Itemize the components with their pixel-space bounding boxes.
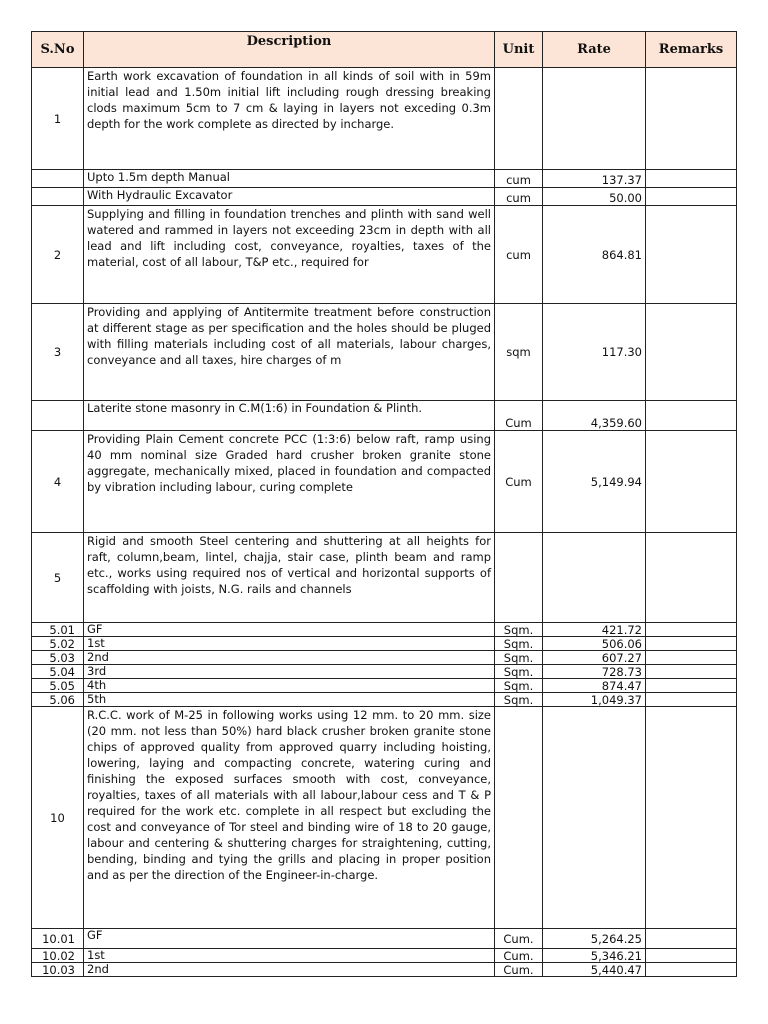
row-description: 1st <box>84 949 495 963</box>
table-row <box>32 401 737 431</box>
row-remarks <box>646 206 737 304</box>
row-rate: 5,264.25 <box>543 929 646 949</box>
row-sno <box>32 188 84 206</box>
row-description: GF <box>84 623 495 637</box>
header-unit: Unit <box>495 32 543 68</box>
row-unit: sqm <box>495 304 543 401</box>
row-rate: 5,346.21 <box>543 949 646 963</box>
row-remarks <box>646 170 737 188</box>
row-sno: 10 <box>32 707 84 929</box>
row-description: Upto 1.5m depth Manual <box>84 170 495 188</box>
header-rate: Rate <box>543 32 646 68</box>
row-sno <box>32 170 84 188</box>
row-remarks <box>646 401 737 431</box>
row-sno: 3 <box>32 304 84 401</box>
row-description: 5th <box>84 693 495 707</box>
row-unit: Cum <box>495 431 543 533</box>
row-remarks <box>646 304 737 401</box>
row-rate: 1,049.37 <box>543 693 646 707</box>
row-unit <box>495 707 543 929</box>
row-unit: cum <box>495 170 543 188</box>
row-description: With Hydraulic Excavator <box>84 188 495 206</box>
row-unit: Sqm. <box>495 651 543 665</box>
row-unit: cum <box>495 188 543 206</box>
table-row <box>32 651 737 665</box>
table-row <box>32 533 737 623</box>
row-remarks <box>646 665 737 679</box>
row-sno: 1 <box>32 68 84 170</box>
row-unit: cum <box>495 206 543 304</box>
rate-schedule-table <box>31 31 737 977</box>
row-description: Earth work excavation of foundation in all kinds of soil with in 59m initial lead and 1.50m initial lift including rough dressing breaking clods maximum 5cm to 7 cm & laying in layers not exceding 0.3m depth for the work complete as directed by incharge. <box>84 68 495 170</box>
row-unit <box>495 533 543 623</box>
table-row <box>32 431 737 533</box>
row-unit: Sqm. <box>495 665 543 679</box>
table-row <box>32 206 737 304</box>
row-remarks <box>646 68 737 170</box>
row-unit: Sqm. <box>495 623 543 637</box>
row-unit: Sqm. <box>495 693 543 707</box>
row-unit: Sqm. <box>495 679 543 693</box>
table-row <box>32 949 737 963</box>
row-sno: 10.03 <box>32 963 84 977</box>
row-description: Providing Plain Cement concrete PCC (1:3:6) below raft, ramp using 40 mm nominal size Graded hard crusher broken granite stone aggregate, mechanically mixed, placed in foundation and compacted by vibration including labour, curing complete <box>84 431 495 533</box>
row-description: R.C.C. work of M-25 in following works using 12 mm. to 20 mm. size (20 mm. not less than 50%) hard black crusher broken granite stone chips of approved quality from approved quarry including hoisting, lowering, laying and compacting concrete, watering curing and finishing the exposed surfaces smooth with cost, conveyance, royalties, taxes of all materials with all labour,labour cess and T & P required for the work etc. complete in all respect but excluding the cost and conveyance of Tor steel and binding wire of 18 to 20 gauge, labour and centering & shuttering charges for straightening, cutting, bending, binding and tying the grills and placing in proper position and as per the direction of the Engineer-in-charge. <box>84 707 495 929</box>
row-rate: 5,440.47 <box>543 963 646 977</box>
row-remarks <box>646 679 737 693</box>
row-unit: Cum. <box>495 929 543 949</box>
table-row <box>32 929 737 949</box>
row-remarks <box>646 707 737 929</box>
table-row <box>32 679 737 693</box>
table-row <box>32 637 737 651</box>
table-row <box>32 963 737 977</box>
row-sno: 5.05 <box>32 679 84 693</box>
row-rate: 864.81 <box>543 206 646 304</box>
row-unit: Cum. <box>495 949 543 963</box>
row-remarks <box>646 533 737 623</box>
row-description: Providing and applying of Antitermite treatment before construction at different stage as per specification and the holes should be pluged with filling materials including cost of all materials, labour charges, conveyance and all taxes, hire charges of m <box>84 304 495 401</box>
row-remarks <box>646 623 737 637</box>
row-rate: 874.47 <box>543 679 646 693</box>
row-sno: 5.02 <box>32 637 84 651</box>
row-remarks <box>646 693 737 707</box>
row-rate: 4,359.60 <box>543 401 646 431</box>
row-sno: 2 <box>32 206 84 304</box>
header-description: Description <box>84 32 495 68</box>
row-remarks <box>646 637 737 651</box>
row-rate: 117.30 <box>543 304 646 401</box>
row-remarks <box>646 431 737 533</box>
row-rate: 728.73 <box>543 665 646 679</box>
header-row <box>32 32 737 68</box>
table-row <box>32 68 737 170</box>
row-description: 1st <box>84 637 495 651</box>
row-unit: Cum. <box>495 963 543 977</box>
row-description: GF <box>84 929 495 949</box>
row-unit: Sqm. <box>495 637 543 651</box>
row-description: 2nd <box>84 651 495 665</box>
row-sno: 4 <box>32 431 84 533</box>
table-row <box>32 188 737 206</box>
row-sno: 5.03 <box>32 651 84 665</box>
header-sno: S.No <box>32 32 84 68</box>
row-rate <box>543 533 646 623</box>
row-description: Laterite stone masonry in C.M(1:6) in Foundation & Plinth. <box>84 401 495 431</box>
row-rate: 50.00 <box>543 188 646 206</box>
row-rate <box>543 707 646 929</box>
row-rate: 137.37 <box>543 170 646 188</box>
row-sno: 10.02 <box>32 949 84 963</box>
row-description: Rigid and smooth Steel centering and shuttering at all heights for raft, column,beam, lintel, chajja, stair case, plinth beam and ramp etc., works using required nos of vertical and horizontal supports of scaffolding with joists, N.G. rails and channels <box>84 533 495 623</box>
table-row <box>32 693 737 707</box>
row-remarks <box>646 651 737 665</box>
row-description: 3rd <box>84 665 495 679</box>
row-remarks <box>646 963 737 977</box>
table-row <box>32 707 737 929</box>
row-description: Supplying and filling in foundation trenches and plinth with sand well watered and rammed in layers not exceeding 23cm in depth with all lead and lift including cost, conveyance, royalties, taxes of the material, cost of all labour, T&P etc., required for <box>84 206 495 304</box>
row-remarks <box>646 949 737 963</box>
row-sno: 5.06 <box>32 693 84 707</box>
table-row <box>32 665 737 679</box>
row-rate: 506.06 <box>543 637 646 651</box>
row-rate: 5,149.94 <box>543 431 646 533</box>
table-row <box>32 304 737 401</box>
row-rate <box>543 68 646 170</box>
row-sno: 10.01 <box>32 929 84 949</box>
row-sno <box>32 401 84 431</box>
row-description: 4th <box>84 679 495 693</box>
header-remarks: Remarks <box>646 32 737 68</box>
row-sno: 5.04 <box>32 665 84 679</box>
row-remarks <box>646 188 737 206</box>
row-sno: 5 <box>32 533 84 623</box>
table-row <box>32 170 737 188</box>
table-row <box>32 623 737 637</box>
row-description: 2nd <box>84 963 495 977</box>
row-rate: 607.27 <box>543 651 646 665</box>
row-unit: Cum <box>495 401 543 431</box>
row-unit <box>495 68 543 170</box>
row-sno: 5.01 <box>32 623 84 637</box>
row-remarks <box>646 929 737 949</box>
row-rate: 421.72 <box>543 623 646 637</box>
